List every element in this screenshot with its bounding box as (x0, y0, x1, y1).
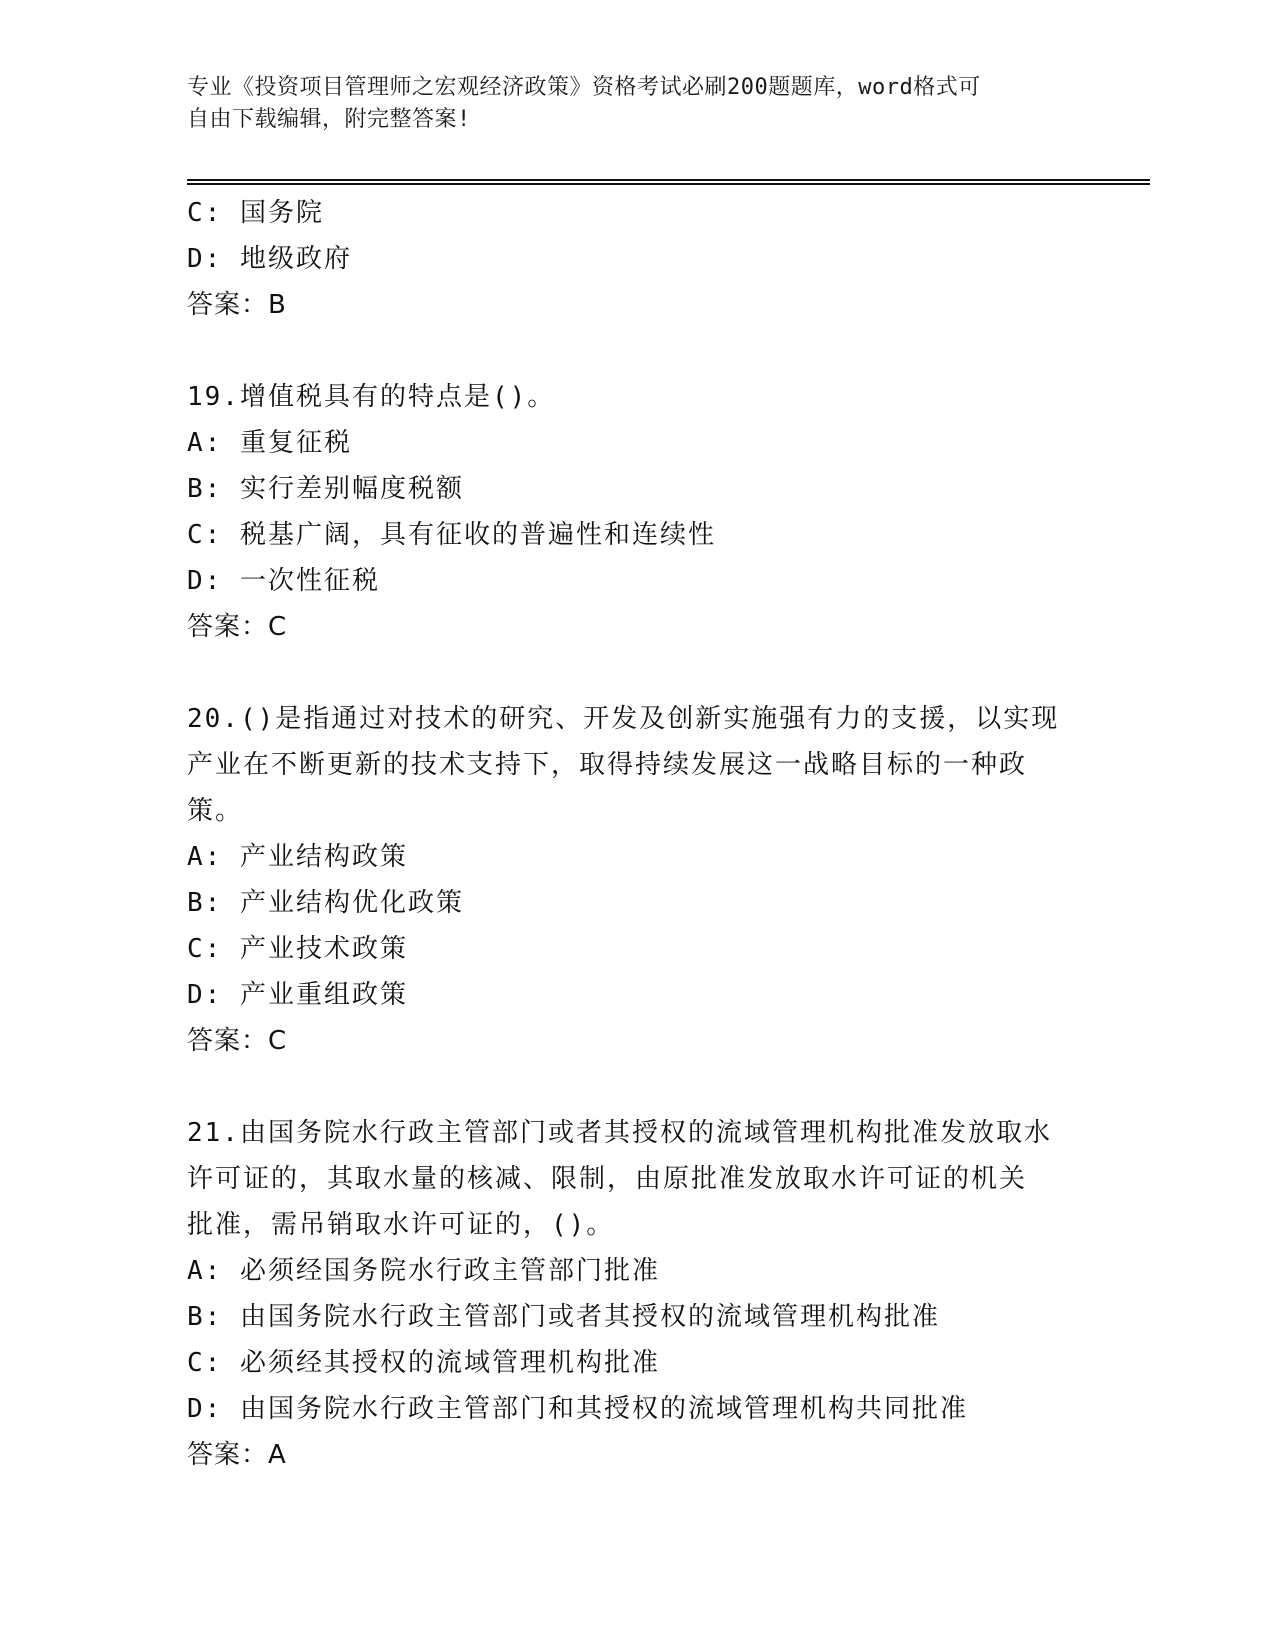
option-c: C: 必须经其授权的流域管理机构批准 (187, 1348, 660, 1378)
option-c: C: 产业技术政策 (187, 934, 408, 964)
page-header (187, 72, 1067, 136)
question-21 (187, 1110, 1067, 1478)
question-20 (187, 696, 1067, 1064)
option-c: C: 国务院 (187, 198, 324, 228)
question-stem-line-1: 20.()是指通过对技术的研究、开发及创新实施强有力的支援，以实现 (187, 704, 1060, 734)
header-rule-bottom (187, 183, 1150, 185)
question-19 (187, 374, 1067, 650)
answer: 答案：C (187, 612, 288, 642)
question-stem-line-3: 策。 (187, 796, 244, 826)
option-b: B: 由国务院水行政主管部门或者其授权的流域管理机构批准 (187, 1302, 940, 1332)
question-stem-line-1: 21.由国务院水行政主管部门或者其授权的流域管理机构批准发放取水 (187, 1118, 1052, 1148)
answer: 答案：C (187, 1026, 288, 1056)
question-18-continued (187, 190, 1067, 328)
option-d: D: 由国务院水行政主管部门和其授权的流域管理机构共同批准 (187, 1394, 968, 1424)
question-stem-line-2: 产业在不断更新的技术支持下，取得持续发展这一战略目标的一种政 (187, 750, 1028, 780)
option-b: B: 产业结构优化政策 (187, 888, 464, 918)
question-stem-line-3: 批准，需吊销取水许可证的，()。 (187, 1210, 615, 1240)
option-a: A: 必须经国务院水行政主管部门批准 (187, 1256, 660, 1286)
option-a: A: 重复征税 (187, 428, 352, 458)
option-a: A: 产业结构政策 (187, 842, 408, 872)
answer: 答案：B (187, 290, 287, 320)
question-stem-line-2: 许可证的，其取水量的核减、限制，由原批准发放取水许可证的机关 (187, 1164, 1028, 1194)
option-d: D: 一次性征税 (187, 566, 380, 596)
header-rule-top (187, 179, 1150, 181)
option-b: B: 实行差别幅度税额 (187, 474, 464, 504)
option-d: D: 产业重组政策 (187, 980, 408, 1010)
option-d: D: 地级政府 (187, 244, 352, 274)
answer: 答案：A (187, 1440, 287, 1470)
question-list (187, 190, 1067, 1478)
header-line-2: 自由下载编辑，附完整答案! (187, 107, 471, 132)
question-stem: 19.增值税具有的特点是()。 (187, 382, 556, 412)
header-line-1: 专业《投资项目管理师之宏观经济政策》资格考试必刷200题题库，word格式可 (187, 75, 981, 100)
option-c: C: 税基广阔，具有征收的普遍性和连续性 (187, 520, 716, 550)
